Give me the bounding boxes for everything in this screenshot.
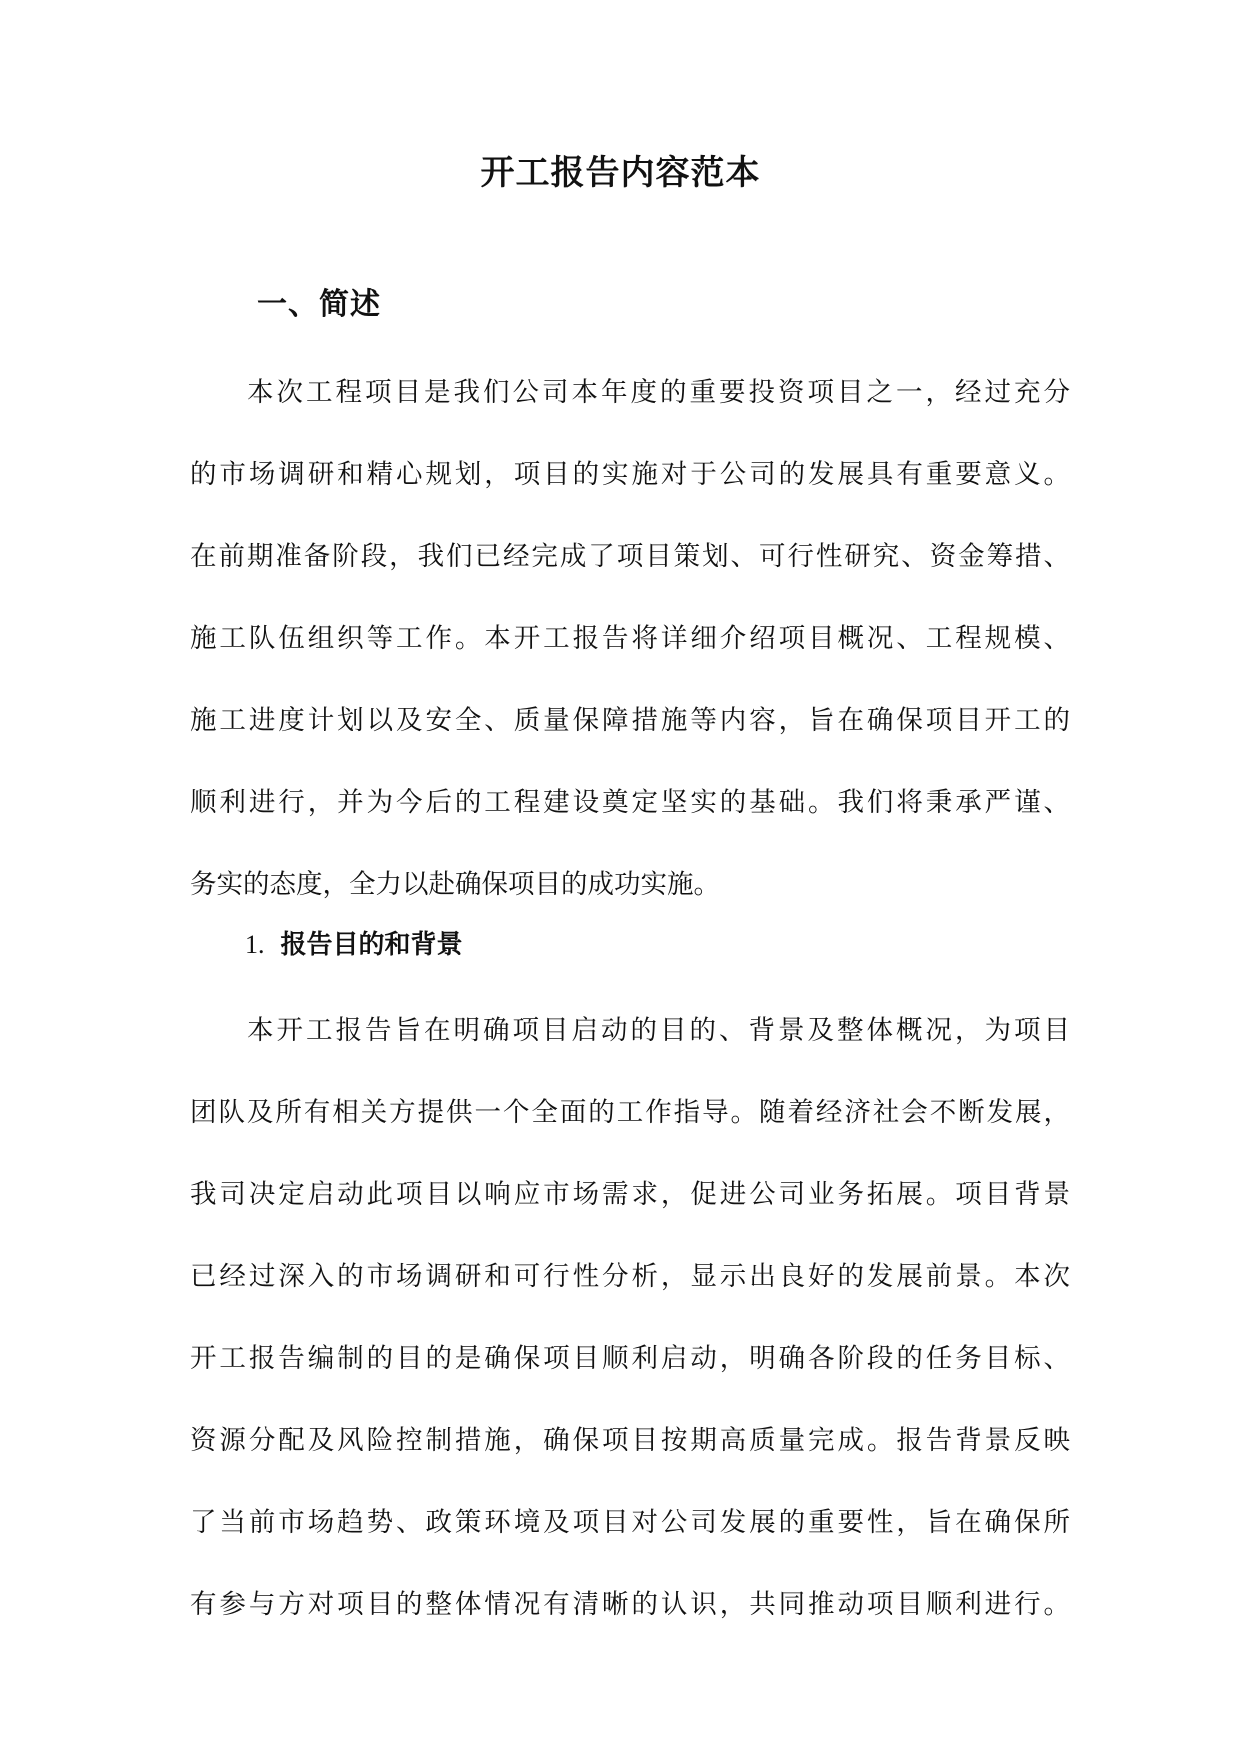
- paragraph-line: 在前期准备阶段，我们已经完成了项目策划、可行性研究、资金筹措、: [190, 541, 1070, 572]
- paragraph-line: 施工进度计划以及安全、质量保障措施等内容，旨在确保项目开工的: [190, 705, 1070, 736]
- subsection-heading-text: 报告目的和背景: [280, 930, 463, 960]
- paragraph-line: 施工队伍组织等工作。本开工报告将详细介绍项目概况、工程规模、: [190, 623, 1070, 654]
- paragraph-line: 已经过深入的市场调研和可行性分析，显示出良好的发展前景。本次: [190, 1261, 1070, 1292]
- paragraph-line: 我司决定启动此项目以响应市场需求，促进公司业务拓展。项目背景: [190, 1179, 1070, 1210]
- overview-paragraph: [190, 352, 1070, 926]
- paragraph-line: 团队及所有相关方提供一个全面的工作指导。随着经济社会不断发展，: [190, 1097, 1070, 1128]
- purpose-paragraph: [190, 990, 1070, 1646]
- subsection-number: 1.: [245, 930, 265, 959]
- paragraph-line: 的市场调研和精心规划，项目的实施对于公司的发展具有重要意义。: [190, 459, 1070, 490]
- paragraph-line: 有参与方对项目的整体情况有清晰的认识，共同推动项目顺利进行。: [190, 1589, 1070, 1620]
- paragraph-line: 资源分配及风险控制措施，确保项目按期高质量完成。报告背景反映: [190, 1425, 1070, 1456]
- paragraph-line: 务实的态度，全力以赴确保项目的成功实施。: [190, 869, 720, 900]
- paragraph-line: 本次工程项目是我们公司本年度的重要投资项目之一，经过充分: [247, 377, 1070, 408]
- paragraph-line: 本开工报告旨在明确项目启动的目的、背景及整体概况，为项目: [247, 1015, 1070, 1046]
- subsection-heading-purpose: [245, 925, 463, 965]
- paragraph-line: 了当前市场趋势、政策环境及项目对公司发展的重要性，旨在确保所: [190, 1507, 1070, 1538]
- document-title: 开工报告内容范本: [480, 153, 761, 193]
- paragraph-line: 开工报告编制的目的是确保项目顺利启动，明确各阶段的任务目标、: [190, 1343, 1070, 1374]
- paragraph-line: 顺利进行，并为今后的工程建设奠定坚实的基础。我们将秉承严谨、: [190, 787, 1070, 818]
- section-heading-overview: 一、简述: [257, 287, 381, 322]
